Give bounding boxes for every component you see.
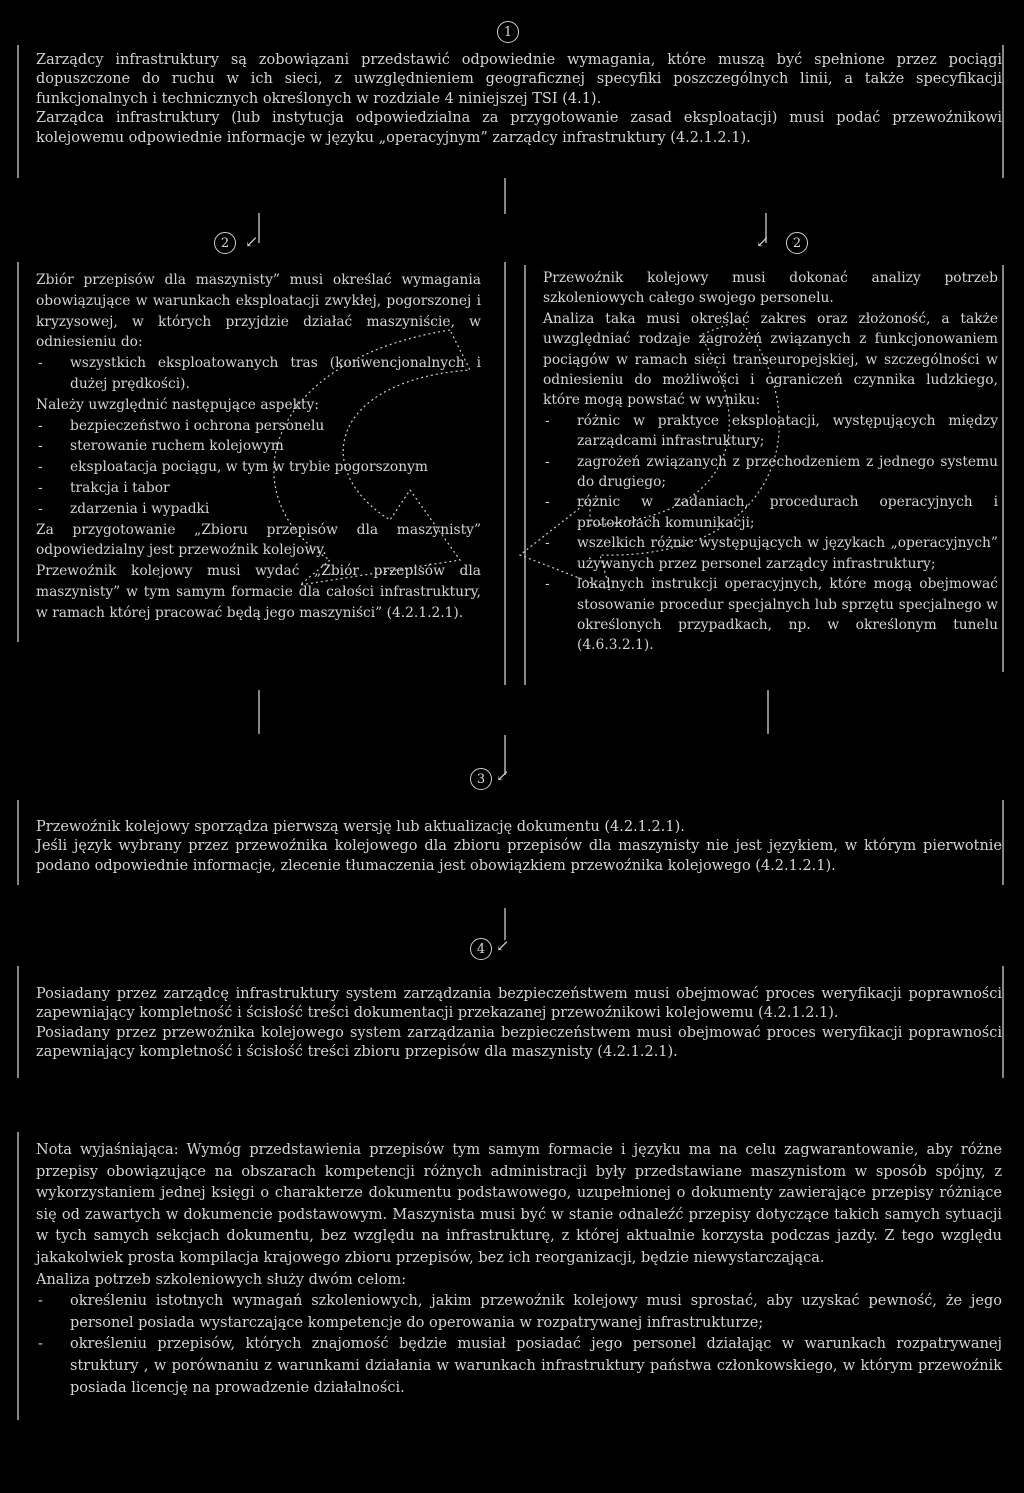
step-4-text-1: Posiadany przez zarządcę infrastruktury system zarządzania bezpieczeństwem musi obejmować proces weryfikacji poprawności zapewniający kompletność i ścisłość treści dokumentacji przekazanej przewoźnikowi kolejowemu (4.2.1.2.1).: [36, 986, 1002, 1022]
step-2-left-text-4: Przewoźnik kolejowy musi wydać „Zbiór przepisów dla maszynisty” w tym samym formacie dla całości infrastruktury, w ramach której pracować będą jego maszyniści” (4.2.1.2.1).: [36, 563, 481, 621]
list-item: - określeniu istotnych wymagań szkoleniowych, jakim przewoźnik kolejowy musi sprostać, aby uzyskać pewność, że jego personel posiada wystarczające kompetencje do operowania w rozpatrywanej infrastrukturze;: [36, 1291, 1002, 1334]
down-arrow-icon: ↙: [245, 232, 259, 251]
explanatory-note: [36, 1140, 1002, 1399]
step-1-text-2: Zarządca infrastruktury (lub instytucja odpowiedzialna za przygotowanie zasad eksploatacji) musi podać przewoźnikowi kolejowemu odpowiednie informacje w języku „operacyjnym” zarządcy infrastruktury (4.2.1.2.1).: [36, 110, 1002, 146]
step-number-1: 1: [497, 21, 519, 43]
list-item: - wszystkich eksploatowanych tras (konwencjonalnych i dużej prędkości).: [36, 353, 481, 395]
list-item: - bezpieczeństwo i ochrona personelu: [36, 416, 481, 437]
step-2-left-block: [36, 270, 481, 624]
step-number-3: 3: [470, 768, 492, 790]
list-item: - określeniu przepisów, których znajomość będzie musiał posiadać jego personel działając w warunkach rozpatrywanej struktury , w porównaniu z warunkami działania w warunkach infrastruktury państwa członkowskiego, w którym przewoźnik posiada licencję na prowadzenie działalności.: [36, 1334, 1002, 1399]
step-4-text-2: Posiadany przez przewoźnika kolejowego system zarządzania bezpieczeństwem musi obejmować proces weryfikacji poprawności zapewniający kompletność i ścisłość treści zbioru przepisów dla maszynisty (4.2.1.2.1).: [36, 1024, 1002, 1061]
step-4-block: [36, 985, 1002, 1063]
note-text-2: Analiza potrzeb szkoleniowych służy dwóm celom:: [36, 1271, 407, 1288]
list-item: - wszelkich różnic występujących w językach „operacyjnych” używanych przez personel zarządcy infrastruktury;: [543, 533, 998, 574]
step-2-right-text-1: Przewoźnik kolejowy musi dokonać analizy potrzeb szkoleniowych całego swojego personelu.: [543, 270, 998, 307]
step-2-left-text-1: Zbiór przepisów dla maszynisty” musi określać wymagania obowiązujące w warunkach eksploatacji zwykłej, pogorszonej i kryzysowej, w których przyjdzie działać maszyniście, w odniesieniu do:: [36, 272, 481, 351]
note-list: [36, 1291, 1002, 1399]
list-item: - zagrożeń związanych z przechodzeniem z jednego systemu do drugiego;: [543, 452, 998, 493]
route-list: [36, 353, 481, 395]
step-number-4: 4: [470, 938, 492, 960]
risk-list: [543, 411, 998, 656]
list-item: - eksploatacja pociągu, w tym w trybie pogorszonym: [36, 457, 481, 478]
list-item: - trakcja i tabor: [36, 478, 481, 499]
list-item: - lokalnych instrukcji operacyjnych, które mogą obejmować stosowanie procedur specjalnych lub sprzętu specjalnego w określonych przypadkach, np. w określonym tunelu (4.6.3.2.1).: [543, 574, 998, 656]
step-number-2-right: 2: [786, 232, 808, 254]
down-arrow-icon: ↙: [496, 936, 510, 955]
step-2-left-text-3: Za przygotowanie „Zbioru przepisów dla maszynisty” odpowiedzialny jest przewoźnik kolejowy.: [36, 521, 481, 559]
list-item: - różnic w zadaniach, procedurach operacyjnych i protokołach komunikacji;: [543, 492, 998, 533]
step-1-text-1: Zarządcy infrastruktury są zobowiązani przedstawić odpowiednie wymagania, które muszą być spełnione przez pociągi dopuszczone do ruchu w ich sieci, z uwzględnieniem geograficznej specyfiki poszczególnych linii, a także specyfikacji funkcjonalnych i technicznych określonych w rozdziale 4 niniejszej TSI (4.1).: [36, 52, 1002, 107]
step-2-left-text-2: Należy uwzględnić następujące aspekty:: [36, 396, 319, 413]
step-3-block: [36, 818, 1002, 876]
aspects-list: [36, 416, 481, 520]
step-1-block: [36, 51, 1002, 148]
list-item: - sterowanie ruchem kolejowym: [36, 436, 481, 457]
step-2-right-text-2: Analiza taka musi określać zakres oraz złożoność, a także uwzględniać rodzaje zagrożeń związanych z funkcjonowaniem pociągów w ramach sieci transeuropejskiej, w szczególności w odniesieniu do możliwości i ograniczeń czynnika ludzkiego, które mogą powstać w wyniku:: [543, 310, 998, 409]
list-item: - zdarzenia i wypadki: [36, 499, 481, 520]
step-3-text-1: Przewoźnik kolejowy sporządza pierwszą wersję lub aktualizację dokumentu (4.2.1.2.1).: [36, 819, 685, 835]
note-text-1: Nota wyjaśniająca: Wymóg przedstawienia przepisów tym samym formacie i języku ma na celu zagwarantowanie, aby różne przepisy obowiązujące na obszarach kompetencji różnych administracji były przedstawiane maszynistom w sposób spójny, z wykorzystaniem jednej księgi o charakterze dokumentu podstawowego, uzupełnionej o dokumenty zawierające przepisy różniące się od zawartych w dokumencie podstawowym. Maszynista musi być w stanie odnaleźć przepisy dotyczące takich samych sytuacji w tych samych sekcjach dokumentu, bez względu na infrastrukturę, z której aktualnie korzysta podczas jazdy. Z tego względu jakakolwiek prosta kompilacja krajowego zbioru przepisów, bez ich reorganizacji, będzie niewystarczająca.: [36, 1142, 1002, 1266]
down-arrow-icon: ↙: [756, 232, 770, 251]
list-item: - różnic w praktyce eksploatacji, występujących między zarządcami infrastruktury;: [543, 411, 998, 452]
down-arrow-icon: ↙: [496, 766, 510, 785]
step-number-2-left: 2: [214, 232, 236, 254]
step-3-text-2: Jeśli język wybrany przez przewoźnika kolejowego dla zbioru przepisów dla maszynisty nie jest językiem, w którym pierwotnie podano odpowiednie informacje, zlecenie tłumaczenia jest obowiązkiem przewoźnika kolejowego (4.2.1.2.1).: [36, 838, 1002, 874]
step-2-right-block: [543, 268, 998, 656]
